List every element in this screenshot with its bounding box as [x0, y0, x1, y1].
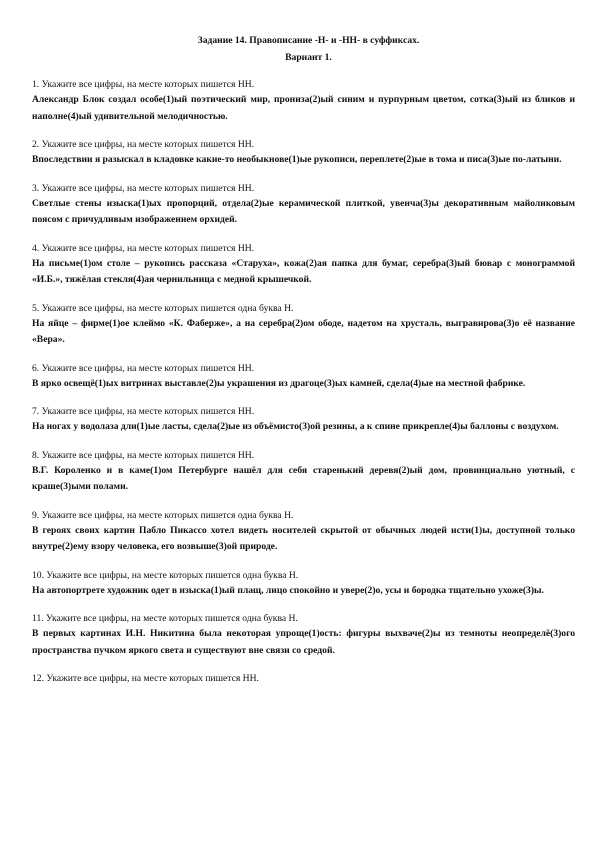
task-text: На яйце – фирме(1)ое клеймо «К. Фаберже», а на серебра(2)ом ободе, надетом на хрусталь, выгравирова(3)о её название «Вера». [32, 317, 575, 345]
task-question: 1. Укажите все цифры, на месте которых пишется НН. [32, 79, 255, 90]
task-question: 6. Укажите все цифры, на месте которых пишется НН. [32, 362, 255, 374]
task-question: 7. Укажите все цифры, на месте которых пишется НН. [32, 406, 255, 417]
task-question: 2. Укажите все цифры, на месте которых пишется НН. [32, 139, 255, 150]
task-text: Александр Блок создал особе(1)ый поэтический мир, пронизa(2)ый синим и пурпурным цветом, сотка(3)ый из бликов и наполне(4)ый удивительной мелодичностью. [32, 94, 575, 122]
task-item [32, 405, 575, 436]
task-text: Впоследствии я разыскал в кладовке какие-то необыкнове(1)ые рукописи, переплете(2)ые в тома и писа(3)ые по-латыни. [32, 154, 562, 165]
task-question: 3. Укажите все цифры, на месте которых пишется НН. [32, 182, 255, 194]
task-question: 5. Укажите все цифры, на месте которых пишется одна буква Н. [32, 302, 294, 314]
task-text: На письме(1)ом столе – рукопись рассказа «Старуха», кожа(2)ая папка для бумаг, серебра(3)ый бювар с монограммой «И.Б.», тяжёлая стекля(4)ая чернильница с медной крышечкой. [32, 257, 575, 285]
task-item [32, 569, 575, 600]
task-item [32, 182, 575, 229]
task-list [32, 78, 575, 686]
task-item [32, 78, 575, 125]
worksheet-header [42, 32, 575, 66]
task-question: 9. Укажите все цифры, на месте которых пишется одна буква Н. [32, 509, 294, 521]
task-item [32, 242, 575, 289]
task-question: 8. Укажите все цифры, на месте которых пишется НН. [32, 449, 255, 461]
task-question: 12. Укажите все цифры, на месте которых пишется НН. [32, 673, 259, 684]
task-text: На ногах у водолаза дли(1)ые ласты, сдела(2)ые из объёмисто(3)ой резины, а к спине прикрепле(4)ы баллоны с воздухом. [32, 421, 559, 432]
task-text: В ярко освещё(1)ых витринах выставле(2)ы украшения из драгоце(3)ых камней, сдела(4)ые на местной фабрике. [32, 377, 526, 389]
task-item [32, 138, 575, 169]
worksheet-title: Задание 14. Правописание -Н- и -НН- в суффиксах. [197, 35, 420, 46]
task-text: Светлые стены изыска(1)ых пропорций, отдела(2)ые керамической плиткой, увенча(3)ы декоративным майоликовым поясом с причудливым изображением орхидей. [32, 197, 575, 225]
task-item [32, 672, 575, 686]
task-text: В первых картинах И.Н. Никитина была некоторая упроще(1)ость: фигуры выхваче(2)ы из темноты неопределё(3)ого пространства пучком яркого света и существуют вне связи со средой. [32, 628, 575, 656]
task-question: 4. Укажите все цифры, на месте которых пишется НН. [32, 242, 255, 254]
task-text: В героях своих картин Пабло Пикассо хотел видеть носителей скрытой от обычных людей исти(1)ы, доступной только внутре(2)ему взору человека, его возвыше(3)ой природе. [32, 524, 575, 552]
task-question: 11. Укажите все цифры, на месте которых пишется одна буква Н. [32, 613, 298, 624]
task-item [32, 449, 575, 496]
task-item [32, 362, 575, 393]
task-item [32, 302, 575, 349]
variant-label: Вариант 1. [285, 52, 332, 63]
task-item [32, 509, 575, 556]
task-text: На автопортрете художник одет в изыска(1)ый плащ, лицо спокойно и увере(2)о, усы и бородка тщательно ухоже(3)ы. [32, 584, 544, 596]
task-question: 10. Укажите все цифры, на месте которых пишется одна буква Н. [32, 569, 299, 581]
task-text: В.Г. Короленко и в каме(1)ом Петербурге нашёл для себя старенький деревя(2)ый дом, провинциально уютный, с краше(3)ыми полами. [32, 464, 575, 492]
task-item [32, 612, 575, 659]
